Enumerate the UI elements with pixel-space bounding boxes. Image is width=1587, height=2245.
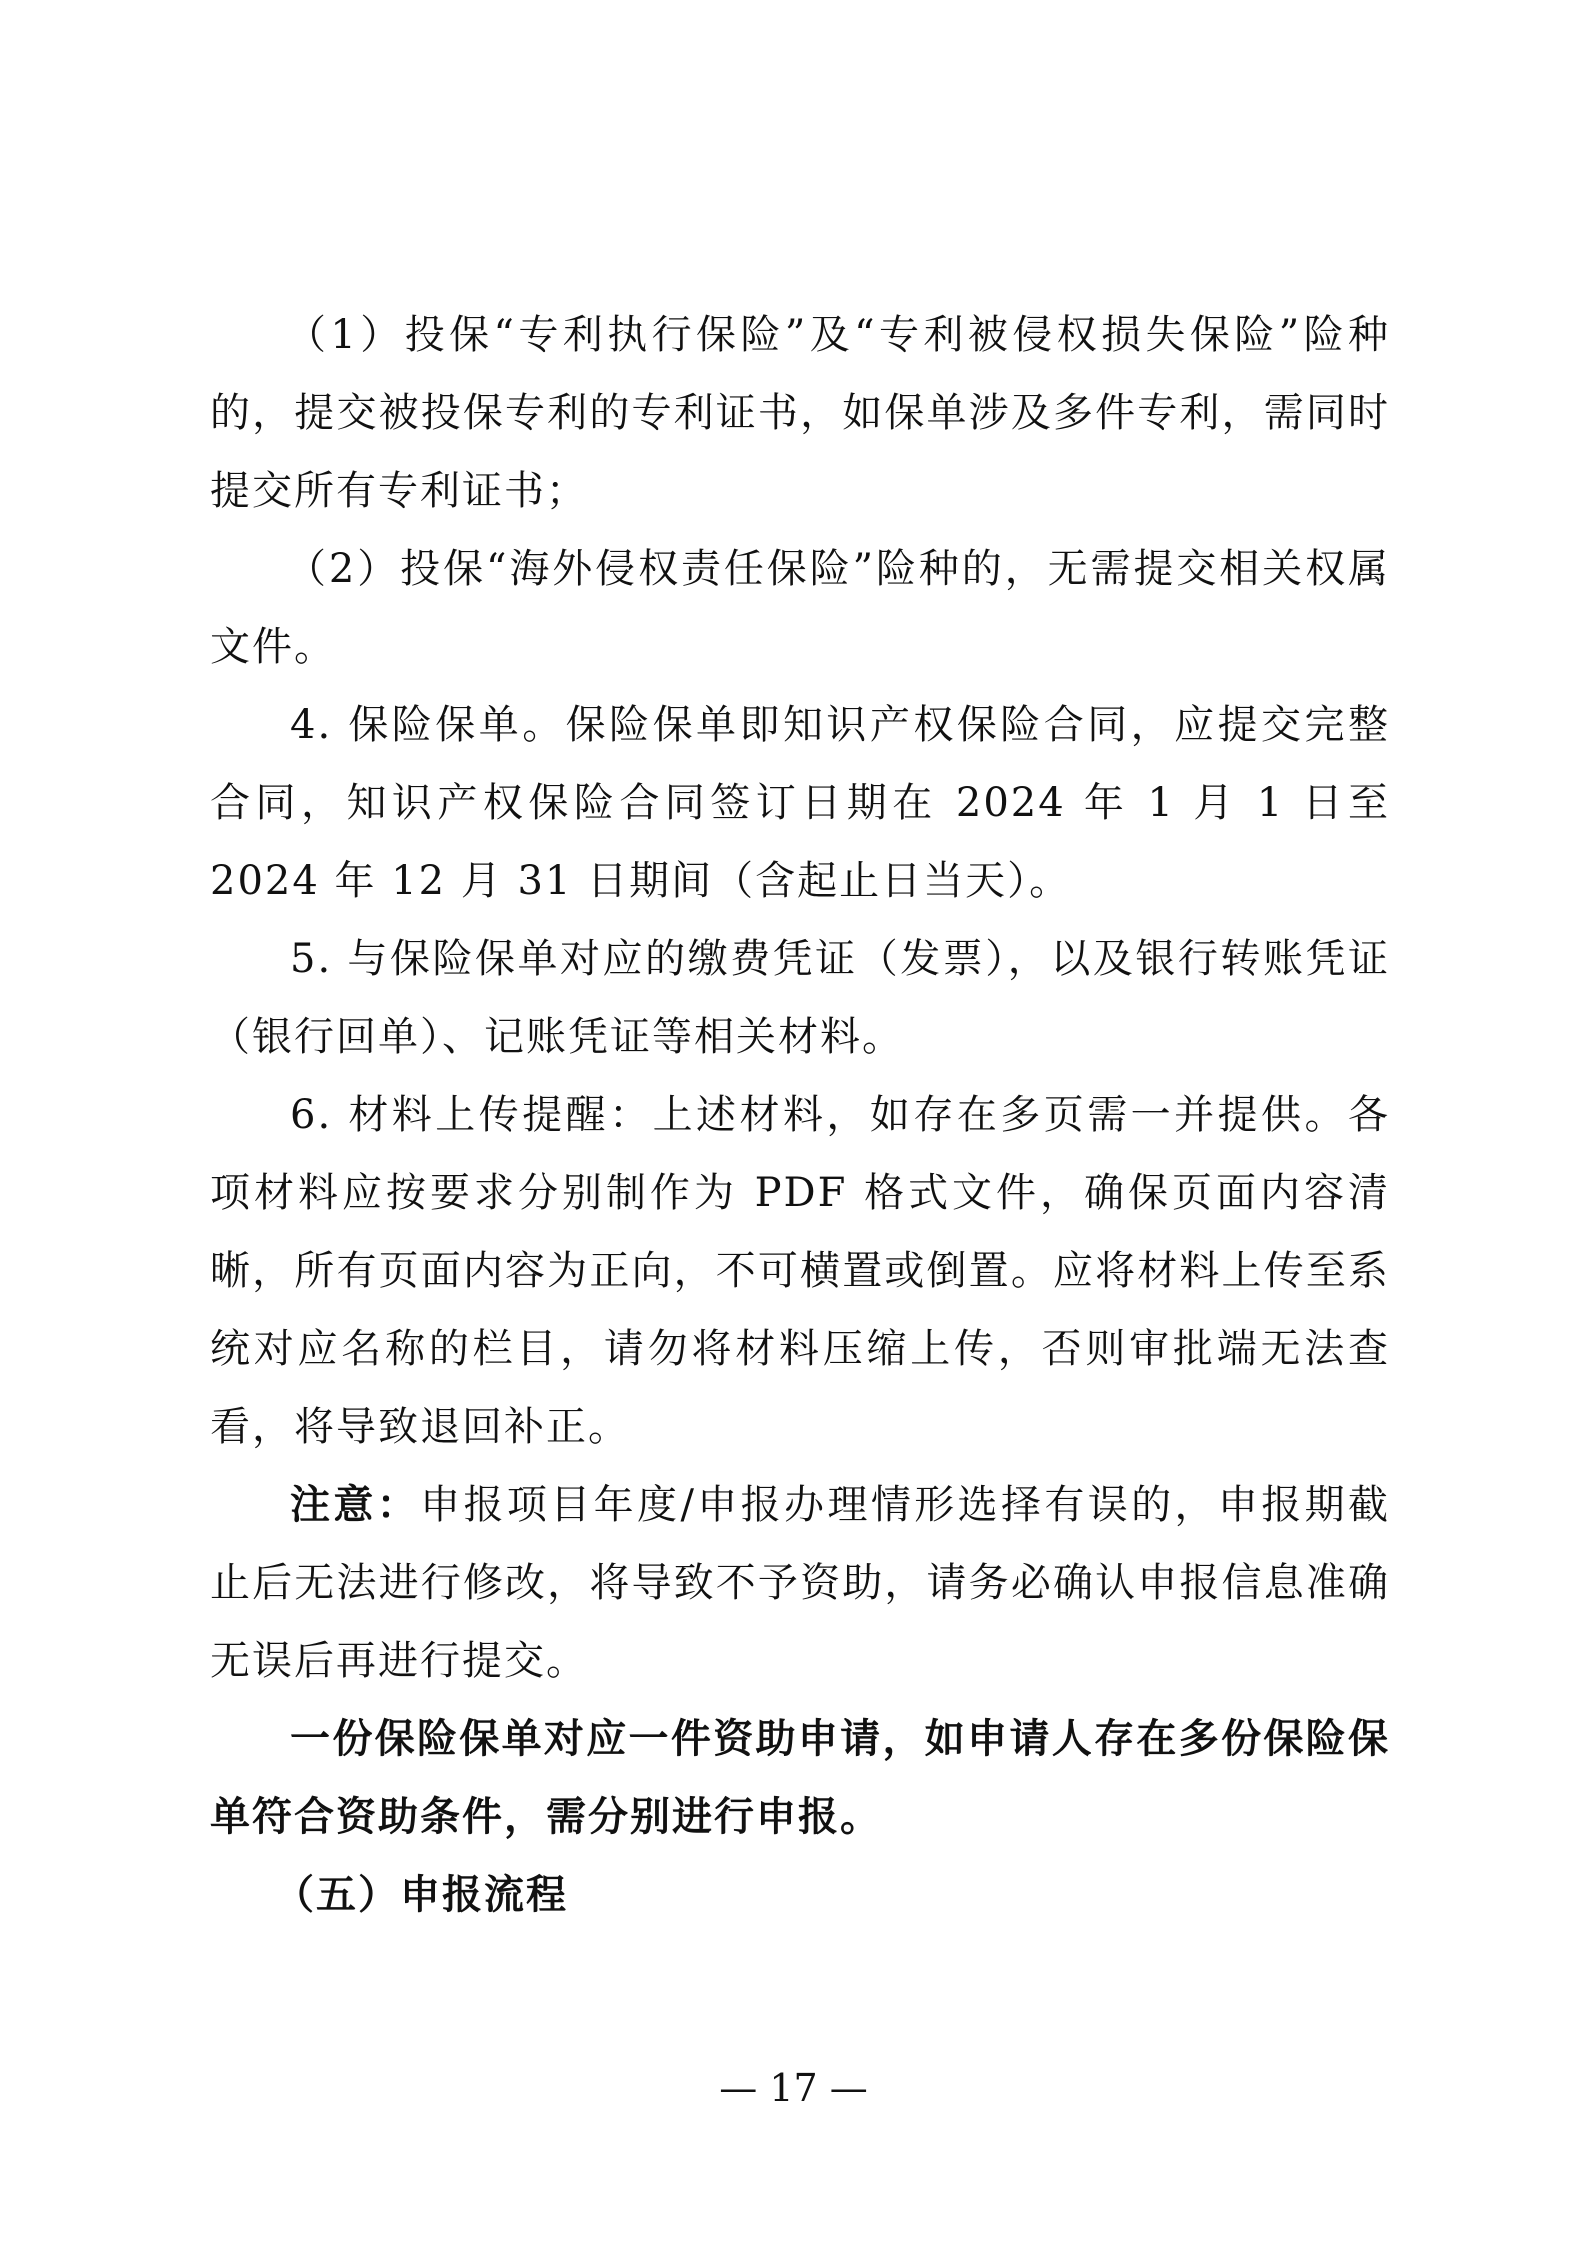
paragraph-insurance-policy: 4. 保险保单。保险保单即知识产权保险合同，应提交完整合同，知识产权保险合同签订日期在 2024 年 1 月 1 日至 2024 年 12 月 31 日期间（含起止日当天）。: [210, 702, 1390, 904]
paragraph-notice: [210, 1466, 1390, 1700]
paragraph-upload-reminder: 6. 材料上传提醒：上述材料，如存在多页需一并提供。各项材料应按要求分别制作为 PDF 格式文件，确保页面内容清晰，所有页面内容为正向，不可横置或倒置。应将材料上传至系统对应名称的栏目，请勿将材料压缩上传，否则审批端无法查看，将导致退回补正。: [210, 1092, 1390, 1450]
paragraph-payment-voucher: 5. 与保险保单对应的缴费凭证（发票），以及银行转账凭证（银行回单）、记账凭证等相关材料。: [210, 936, 1390, 1060]
notice-label: 注意：: [290, 1481, 421, 1528]
paragraph-overseas-insurance: （2）投保“海外侵权责任保险”险种的，无需提交相关权属文件。: [210, 546, 1390, 670]
page-number: — 17 —: [719, 2066, 868, 2110]
paragraph-one-policy-one-application: 一份保险保单对应一件资助申请，如申请人存在多份保险保单符合资助条件，需分别进行申报。: [210, 1715, 1390, 1840]
section-heading: （五）申报流程: [274, 1871, 568, 1918]
document-body: [210, 296, 1390, 1934]
notice-text: 申报项目年度/申报办理情形选择有误的，申报期截止后无法进行修改，将导致不予资助，请务必确认申报信息准确无误后再进行提交。: [210, 1482, 1391, 1684]
paragraph-patent-certificate: （1）投保“专利执行保险”及“专利被侵权损失保险”险种的，提交被投保专利的专利证书，如保单涉及多件专利，需同时提交所有专利证书；: [210, 312, 1390, 514]
